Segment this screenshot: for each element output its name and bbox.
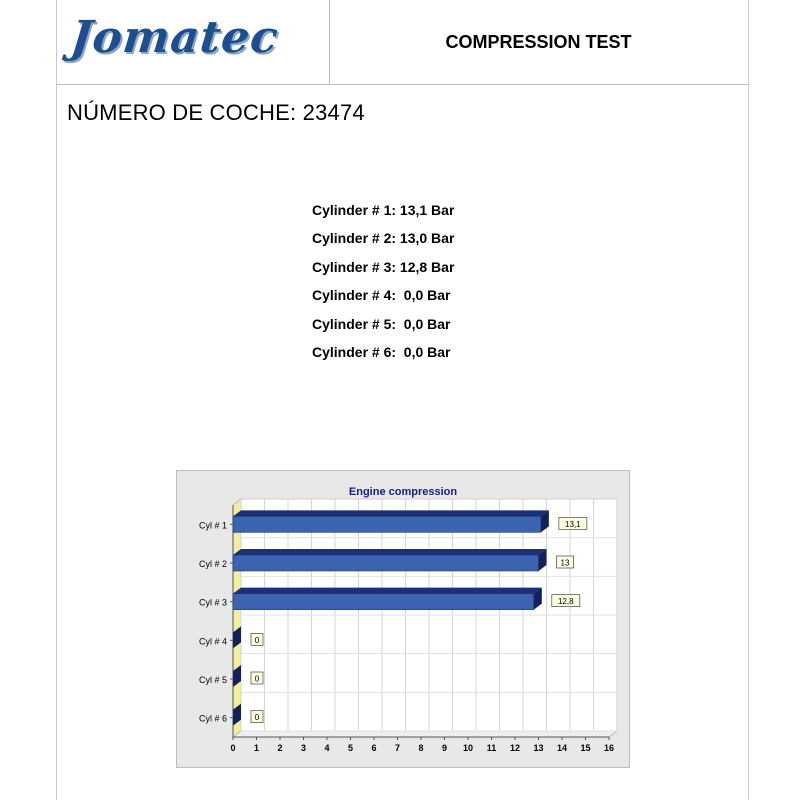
x-tick-label: 2 <box>277 743 283 753</box>
bar <box>233 555 539 571</box>
category-label: Cyl # 1 <box>198 520 227 531</box>
cylinder-reading-4: Cylinder # 4: 0,0 Bar <box>312 287 451 304</box>
x-tick-label: 5 <box>347 743 354 753</box>
report-sheet <box>56 0 749 800</box>
x-tick-label: 13 <box>533 743 544 753</box>
cylinder-reading-2: Cylinder # 2: 13,0 Bar <box>312 230 455 247</box>
cylinder-reading-3: Cylinder # 3: 12,8 Bar <box>312 258 455 275</box>
x-tick-label: 3 <box>300 743 307 753</box>
x-tick-label: 15 <box>580 743 591 753</box>
bar <box>233 594 534 610</box>
category-label: Cyl # 6 <box>198 713 227 724</box>
x-tick-label: 11 <box>486 743 497 753</box>
value-label: 13 <box>560 558 570 568</box>
bar-top <box>233 510 549 516</box>
x-tick-label: 6 <box>371 743 377 753</box>
cylinder-reading-5: Cylinder # 5: 0,0 Bar <box>312 315 451 332</box>
value-label: 0 <box>254 713 260 723</box>
cylinder-readings <box>312 200 454 370</box>
x-tick-label: 10 <box>462 743 474 753</box>
cylinder-reading-6: Cylinder # 6: 0,0 Bar <box>312 343 451 360</box>
x-tick-label: 14 <box>556 743 568 753</box>
x-tick-label: 7 <box>394 743 401 753</box>
report-header <box>57 0 748 85</box>
x-tick-label: 4 <box>324 743 330 753</box>
engine-compression-chart <box>176 470 630 768</box>
bar-top <box>233 549 547 555</box>
value-label: 12,8 <box>558 597 574 607</box>
value-label: 0 <box>254 635 260 645</box>
x-tick-label: 9 <box>441 743 448 753</box>
report-title: COMPRESSION TEST <box>445 31 632 52</box>
x-tick-label: 1 <box>253 743 260 753</box>
logo-cell <box>57 0 330 84</box>
car-number: NÚMERO DE COCHE: 23474 <box>67 100 365 125</box>
bar-top <box>233 588 542 594</box>
category-label: Cyl # 3 <box>198 597 227 608</box>
plot-side-wall <box>233 499 241 737</box>
x-tick-label: 0 <box>230 743 236 753</box>
chart-canvas <box>177 471 629 767</box>
x-tick-label: 12 <box>509 743 521 753</box>
bar <box>233 516 541 532</box>
x-tick-label: 16 <box>603 743 615 753</box>
value-label: 13,1 <box>565 519 581 529</box>
category-label: Cyl # 4 <box>198 636 227 647</box>
cylinder-reading-1: Cylinder # 1: 13,1 Bar <box>312 202 455 218</box>
value-label: 0 <box>254 674 260 684</box>
category-label: Cyl # 5 <box>198 675 227 685</box>
category-label: Cyl # 2 <box>198 559 227 569</box>
x-tick-label: 8 <box>418 743 424 753</box>
company-logo: Jomatec <box>68 12 282 63</box>
chart-title: Engine compression <box>348 486 458 498</box>
plot-floor <box>233 731 617 737</box>
